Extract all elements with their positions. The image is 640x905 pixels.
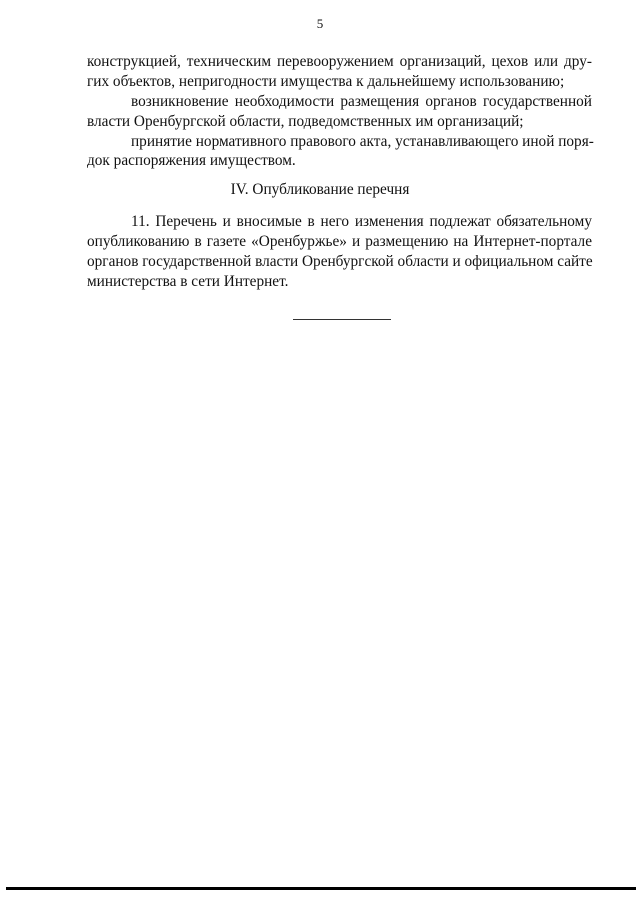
text-line: 11. Перечень и вносимые в него изменения подлежат обязательному xyxy=(131,213,592,230)
text-line: док распоряжения имуществом. xyxy=(87,152,296,169)
text-line: органов государственной власти Оренбургской области и официальном сайте xyxy=(87,253,593,270)
text-line: власти Оренбургской области, подведомственных им организаций; xyxy=(87,113,524,130)
end-separator-line xyxy=(293,319,391,320)
text-line: конструкцией, техническим перевооружением организаций, цехов или дру- xyxy=(87,53,592,70)
text-line: гих объектов, непригодности имущества к дальнейшему использованию; xyxy=(87,73,565,90)
text-line: принятие нормативного правового акта, устанавливающего иной поря- xyxy=(131,133,594,150)
page-number: 5 xyxy=(316,16,324,31)
page-bottom-border xyxy=(6,887,636,890)
section-heading: IV. Опубликование перечня xyxy=(230,181,410,198)
text-line: опубликованию в газете «Оренбуржье» и размещению на Интернет-портале xyxy=(87,233,592,250)
text-line: возникновение необходимости размещения органов государственной xyxy=(131,93,592,110)
text-line: министерства в сети Интернет. xyxy=(87,273,289,290)
